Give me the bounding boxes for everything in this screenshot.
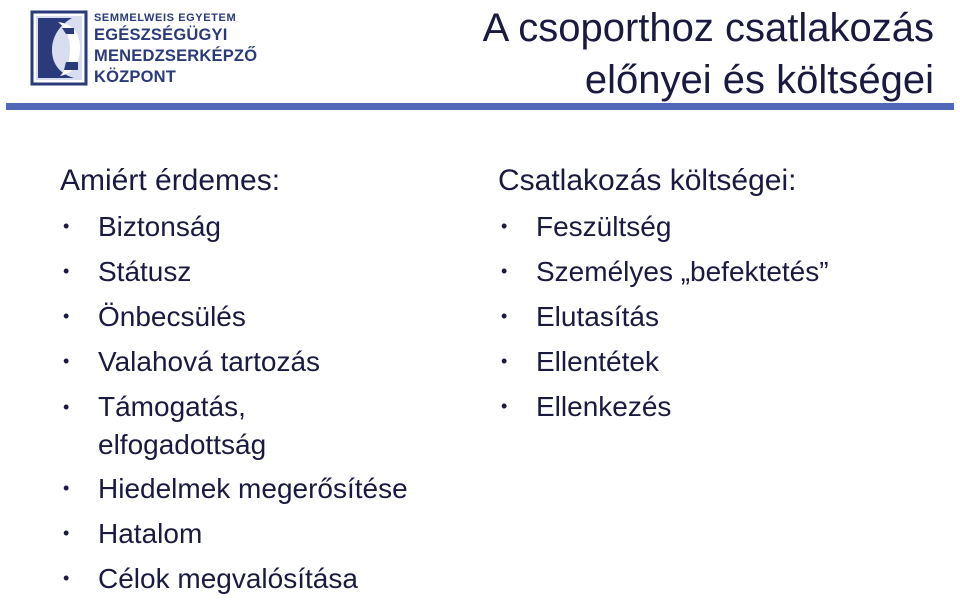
list-item: • Célok megvalósítása bbox=[60, 556, 480, 601]
benefits-column bbox=[60, 160, 480, 601]
header-divider bbox=[6, 103, 954, 110]
benefits-heading: Amiért érdemes: bbox=[60, 164, 281, 197]
list-item: • Ellentétek bbox=[498, 339, 938, 384]
logo-line: SEMMELWEIS EGYETEM bbox=[94, 12, 237, 24]
logo-line: EGÉSZSÉGÜGYI bbox=[94, 26, 228, 44]
logo-line: MENEDZSERKÉPZŐ bbox=[94, 47, 258, 65]
list-item: • Személyes „befektetés” bbox=[498, 249, 938, 294]
logo-line: KÖZPONT bbox=[94, 68, 177, 86]
bullet-icon: • bbox=[63, 478, 70, 498]
bullet-icon: • bbox=[501, 396, 508, 416]
costs-column bbox=[498, 160, 938, 429]
bullet-icon: • bbox=[501, 306, 508, 326]
bullet-icon: • bbox=[501, 216, 508, 236]
list-item: • Feszültség bbox=[498, 204, 938, 249]
list-item: • Önbecsülés bbox=[60, 294, 480, 339]
slide-title-line-2: előnyei és költségei bbox=[584, 58, 934, 102]
logo-text bbox=[94, 11, 257, 88]
list-item: • Elutasítás bbox=[498, 294, 938, 339]
list-item: • Státusz bbox=[60, 249, 480, 294]
bullet-icon: • bbox=[63, 397, 70, 417]
list-item: • Támogatás, elfogadottság bbox=[60, 384, 480, 466]
logo bbox=[28, 8, 258, 92]
bullet-icon: • bbox=[501, 351, 508, 371]
list-item: • Valahová tartozás bbox=[60, 339, 480, 384]
bullet-icon: • bbox=[63, 261, 70, 281]
list-item: • Ellenkezés bbox=[498, 384, 938, 429]
semmelweis-logo-mark-icon bbox=[28, 8, 90, 88]
bullet-icon: • bbox=[63, 568, 70, 588]
bullet-icon: • bbox=[501, 261, 508, 281]
bullet-icon: • bbox=[63, 523, 70, 543]
costs-list bbox=[498, 204, 938, 429]
bullet-icon: • bbox=[63, 351, 70, 371]
list-item: • Hatalom bbox=[60, 511, 480, 556]
slide-title bbox=[483, 2, 934, 106]
bullet-icon: • bbox=[63, 306, 70, 326]
slide-title-line-1: A csoporthoz csatlakozás bbox=[482, 6, 934, 50]
costs-heading: Csatlakozás költségei: bbox=[498, 164, 797, 197]
bullet-icon: • bbox=[63, 216, 70, 236]
list-item: • Hiedelmek megerősítése bbox=[60, 466, 480, 511]
benefits-list bbox=[60, 204, 480, 601]
list-item: • Biztonság bbox=[60, 204, 480, 249]
